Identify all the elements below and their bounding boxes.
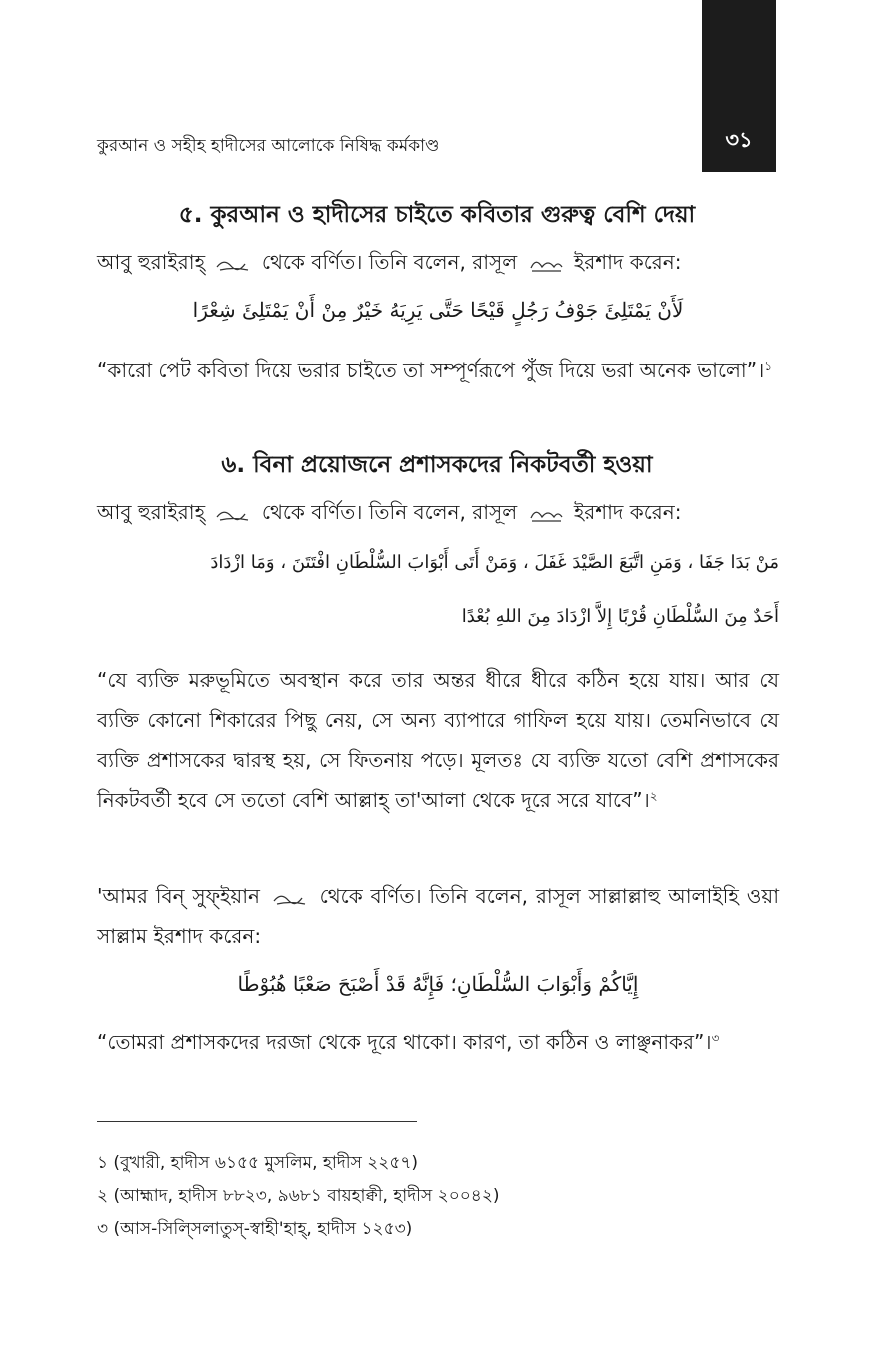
salawat-calligraphy-icon xyxy=(528,255,564,273)
section-5-heading: ৫. কুরআন ও হাদীসের চাইতে কবিতার গুরুত্ব বেশি দেয়া xyxy=(178,202,696,228)
section-5-translation: “কারো পেট কবিতা দিয়ে ভরার চাইতে তা সম্পূর্ণরূপে পুঁজ দিয়ে ভরা অনেক ভালো”।$^১$ xyxy=(97,358,773,382)
hadith-3-translation: “তোমরা প্রশাসকদের দরজা থেকে দূরে থাকো। কারণ, তা কঠিন ও লাঞ্ছনাকর”।$^৩$ xyxy=(97,1030,720,1054)
narrator-name: 'আমর বিন্ সুফ্ইয়ান xyxy=(97,884,260,908)
arabic-hadith: إِيَّاكُمْ وَأَبْوَابَ السُّلْطَانِ؛ فَإِنَّهُ قَدْ أَصْبَحَ صَعْبًا هُبُوْطًا xyxy=(237,972,639,996)
footnote-3: ৩ (আস-সিল্সিলাতুস্-স্বাহী'হাহ্, হাদীস ১২৫৩) xyxy=(97,1219,413,1239)
arabic-hadith-line-1: مَنْ بَدَا جَفَا ، وَمَنِ اتَّبَعَ الصَّيْدَ غَفَلَ ، وَمَنْ أَتَى أَبْوَابَ السُّلْطَانِ افْتَتَنَ ، وَمَا ازْدَادَ xyxy=(210,552,779,573)
footnote-ref[interactable]: ৩ xyxy=(711,1031,720,1045)
running-header: কুরআন ও সহীহ হাদীসের আলোকে নিষিদ্ধ কর্মকাণ্ড xyxy=(97,136,440,156)
honorific-calligraphy-icon xyxy=(272,889,308,907)
arabic-hadith: لَأَنْ يَمْتَلِئَ جَوْفُ رَجُلٍ قَيْحًا حَتَّى يَرِيَهُ خَيْرٌ مِنْ أَنْ يَمْتَلِئَ شِعْرًا xyxy=(192,298,684,322)
section-6-heading: ৬. বিনা প্রয়োজনে প্রশাসকদের নিকটবর্তী হওয়া xyxy=(221,452,653,478)
section-5-intro xyxy=(97,248,681,281)
honorific-calligraphy-icon xyxy=(215,255,251,273)
page-number: ৩১ xyxy=(725,128,753,152)
salawat-calligraphy-icon xyxy=(528,505,564,523)
hadith-3-intro xyxy=(97,876,779,956)
section-6-intro xyxy=(97,498,681,531)
arabic-hadith-line-2: أَحَدٌ مِنَ السُّلْطَانِ قُرْبًا إِلاَّ ازْدَادَ مِنَ اللهِ بُعْدًا xyxy=(461,606,779,627)
footnote-ref[interactable]: ২ xyxy=(649,789,658,803)
footnote-1: ১ (বুখারী, হাদীস ৬১৫৫ মুসলিম, হাদীস ২২৫৭) xyxy=(97,1153,419,1173)
intro-text-end: ইরশাদ করেন: xyxy=(573,500,682,524)
intro-text: থেকে বর্ণিত। তিনি বলেন, রাসূল xyxy=(261,250,518,274)
footnote-2: ২ (আহ্মাদ, হাদীস ৮৮২৩, ৯৬৮১ বায়হাক্বী, হাদীস ২০০৪২) xyxy=(97,1186,500,1206)
footnote-divider xyxy=(97,1121,417,1122)
footnote-ref[interactable]: ১ xyxy=(764,359,773,373)
honorific-calligraphy-icon xyxy=(215,505,251,523)
section-6-translation: “যে ব্যক্তি মরুভূমিতে অবস্থান করে তার অন্তর ধীরে ধীরে কঠিন হয়ে যায়। আর যে ব্যক্তি কোনো শিকারের পিছু নেয়, সে অন্য ব্যাপারে গাফিল হয়ে যায়। তেমনিভাবে যে ব্যক্তি প্রশাসকের দ্বারস্থ হয়, সে ফিতনায় পড়ে। মূলতঃ যে ব্যক্তি যতো বেশি প্রশাসকের নিকটবর্তী হবে সে ততো বেশি আল্লাহ্ তা'আলা থেকে দূরে সরে যাবে”।$^২$ xyxy=(97,668,779,812)
intro-text: থেকে বর্ণিত। তিনি বলেন, রাসূল xyxy=(261,500,518,524)
intro-text: থেকে বর্ণিত। তিনি বলেন, রাসূল সাল্লাল্লাহু আলাইহি ওয়া সাল্লাম ইরশাদ করেন: xyxy=(97,884,780,948)
narrator-name: আবু হুরাইরাহ্ xyxy=(97,500,206,524)
narrator-name: আবু হুরাইরাহ্ xyxy=(97,250,206,274)
intro-text-end: ইরশাদ করেন: xyxy=(573,250,682,274)
